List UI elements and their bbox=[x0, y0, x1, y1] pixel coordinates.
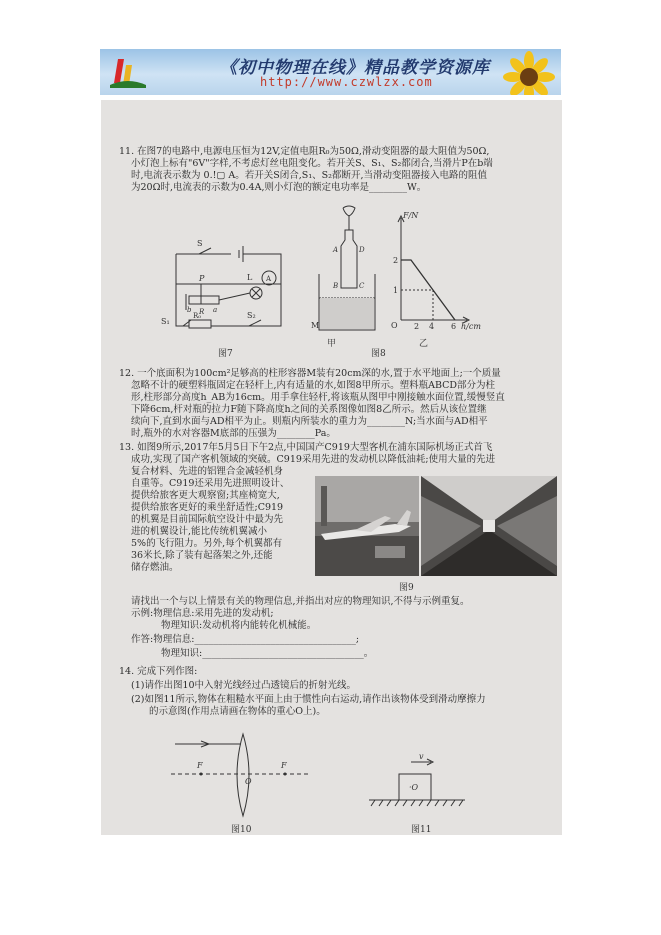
figure-11-block bbox=[367, 752, 467, 822]
q12-line: 12. 一个底面积为100cm²足够高的柱形容器M装有20cm深的水,置于水平地面上;一个质量 bbox=[119, 368, 501, 379]
q12-line: 时,瓶外的水对容器M底部的压强为________Pa。 bbox=[131, 428, 336, 439]
fig8-label-b: B bbox=[333, 282, 339, 290]
fig8-label-c: C bbox=[359, 282, 365, 290]
q14-line: 的示意图(作用点请画在物体的重心O上)。 bbox=[149, 706, 326, 717]
fig7-label-l: L bbox=[247, 273, 253, 282]
q13-line: 提供给旅客更大观察窗;其座椅宽大, bbox=[131, 490, 280, 501]
fig7-label-r: R bbox=[199, 308, 205, 316]
q13-line: 36米长,除了装有起落架之外,还能 bbox=[131, 550, 273, 561]
q12-line: 下降6cm,杆对瓶的拉力F随下降高度h之间的关系图像如图8乙所示。然后从该位置继 bbox=[131, 404, 487, 415]
fig8-caption: 图8 bbox=[371, 349, 386, 359]
fig11-caption: 图11 bbox=[411, 825, 432, 835]
q13-line: 成功,实现了国产客机领域的突破。C919采用先进的发动机以降低油耗;使用大量的先进 bbox=[131, 454, 496, 465]
figure-9-photo-aircraft bbox=[315, 476, 419, 576]
fig8-tick-x-6: 6 bbox=[451, 322, 457, 331]
figure-9-photo-cabin bbox=[421, 476, 557, 576]
q12-line: 形,柱形部分高度h_AB为16cm。用手拿住轻杆,将该瓶从图甲中刚接触水面位置,缓慢竖直 bbox=[131, 392, 505, 403]
fig11-label-v: v bbox=[419, 752, 424, 761]
fig9-caption: 图9 bbox=[399, 583, 414, 593]
fig7-label-s1: S₁ bbox=[161, 317, 170, 326]
site-logo-icon bbox=[108, 55, 148, 89]
fig8-label-fn: F/N bbox=[403, 211, 419, 220]
q12-line: 续向下,直到水面与AD相平为止。则瓶内所装水的重力为________N;当水面与AD相平 bbox=[131, 416, 488, 427]
fig8b-caption: 乙 bbox=[419, 339, 429, 349]
figure-8a-container bbox=[311, 204, 381, 338]
q13-line: 储存燃油。 bbox=[131, 562, 179, 573]
q13-line: 进的机翼设计,能比传统机翼减小 bbox=[131, 526, 268, 537]
q13-after-line: 请找出一个与以上情景有关的物理信息,并指出对应的物理知识,不得与示例重复。 bbox=[131, 596, 470, 607]
q12-line: 忽略不计的硬塑料瓶固定在轻杆上,内有适量的水,如图8甲所示。塑料瓶ABCD部分为柱 bbox=[131, 380, 495, 391]
fig8-label-h: h/cm bbox=[461, 322, 481, 331]
q13-answer-info[interactable]: 作答:物理信息:__________________________________; bbox=[131, 634, 360, 645]
fig8-tick-x-2: 2 bbox=[414, 322, 420, 331]
fig7-label-a: A bbox=[266, 275, 272, 283]
figure-8b-graph bbox=[381, 212, 481, 330]
q13-line: 13. 如图9所示,2017年5月5日下午2点,中国国产C919大型客机在浦东国际机场正式首飞 bbox=[119, 442, 493, 453]
q13-after-line: 示例:物理信息:采用先进的发动机; bbox=[131, 608, 274, 619]
banner-title: 《初中物理在线》精品教学资源库 bbox=[220, 58, 490, 78]
q11-line: 小灯泡上标有"6V"字样,不考虑灯丝电阻变化。若开关S、S₁、S₂都闭合,当滑片P在b端 bbox=[131, 158, 493, 169]
figure-7-circuit bbox=[161, 236, 291, 346]
q13-line: 提供给旅客更好的乘坐舒适性;C919 bbox=[131, 502, 284, 513]
fig8-label-a: A bbox=[333, 246, 339, 254]
q13-answer-knowledge[interactable]: 物理知识:__________________________________。 bbox=[161, 648, 374, 659]
q14-line: (2)如图11所示,物体在粗糙水平面上由于惯性向右运动,请作出该物体受到滑动摩擦力 bbox=[131, 694, 486, 705]
fig10-label-o: O bbox=[245, 777, 252, 786]
fig8-tick-y-2: 2 bbox=[393, 256, 399, 265]
q13-line: 的机翼是目前国际航空设计中最为先 bbox=[131, 514, 284, 525]
fig11-label-o: ·O bbox=[409, 783, 419, 792]
fig8-label-m: M bbox=[311, 321, 320, 330]
fig8-tick-x-4: 4 bbox=[429, 322, 435, 331]
sunflower-icon bbox=[503, 51, 555, 95]
fig8-label-d: D bbox=[359, 246, 365, 254]
fig7-label-s: S bbox=[197, 239, 203, 248]
fig7-label-r0: R₀ bbox=[193, 312, 202, 320]
q14-line: 14. 完成下列作图: bbox=[119, 666, 198, 677]
q11-line: 为20Ω时,电流表的示数为0.4A,则小灯泡的额定电功率是________W。 bbox=[131, 182, 427, 193]
q13-after-line: 物理知识:发动机将内能转化机械能。 bbox=[161, 620, 317, 631]
q11-line: 时,电流表示数为 0.!▢ A。若开关S闭合,S₁、S₂都断开,当滑动变阻器接入电路的阻值 bbox=[131, 170, 487, 181]
exam-paper bbox=[101, 100, 562, 835]
fig8-tick-y-1: 1 bbox=[393, 286, 399, 295]
q11-line: 11. 在图7的电路中,电源电压恒为12V,定值电阻R₀为50Ω,滑动变阻器的最大阻值为50Ω, bbox=[119, 146, 490, 157]
fig10-label-f-left: F bbox=[197, 761, 203, 770]
fig7-label-s2: S₂ bbox=[247, 311, 256, 320]
fig8a-caption: 甲 bbox=[327, 339, 337, 349]
q14-line: (1)请作出图10中入射光线经过凸透镜后的折射光线。 bbox=[131, 680, 357, 691]
q13-line: 5%的飞行阻力。另外,每个机翼都有 bbox=[131, 538, 283, 549]
fig7-label-p: P bbox=[199, 274, 205, 283]
fig10-caption: 图10 bbox=[231, 825, 252, 835]
figure-10-lens bbox=[171, 730, 311, 820]
fig7-label-b: b bbox=[187, 306, 192, 314]
banner-url: http://www.czwlzx.com bbox=[260, 75, 433, 89]
fig10-label-f-right: F bbox=[281, 761, 287, 770]
q13-line: 自重等。C919还采用先进照明设计、 bbox=[131, 478, 290, 489]
fig8-label-o: O bbox=[391, 321, 398, 330]
fig7-label-a2: a bbox=[213, 306, 218, 314]
fig7-caption: 图7 bbox=[218, 349, 233, 359]
q13-line: 复合材料、先进的铝锂合金减轻机身 bbox=[131, 466, 284, 477]
header-banner bbox=[100, 49, 561, 95]
